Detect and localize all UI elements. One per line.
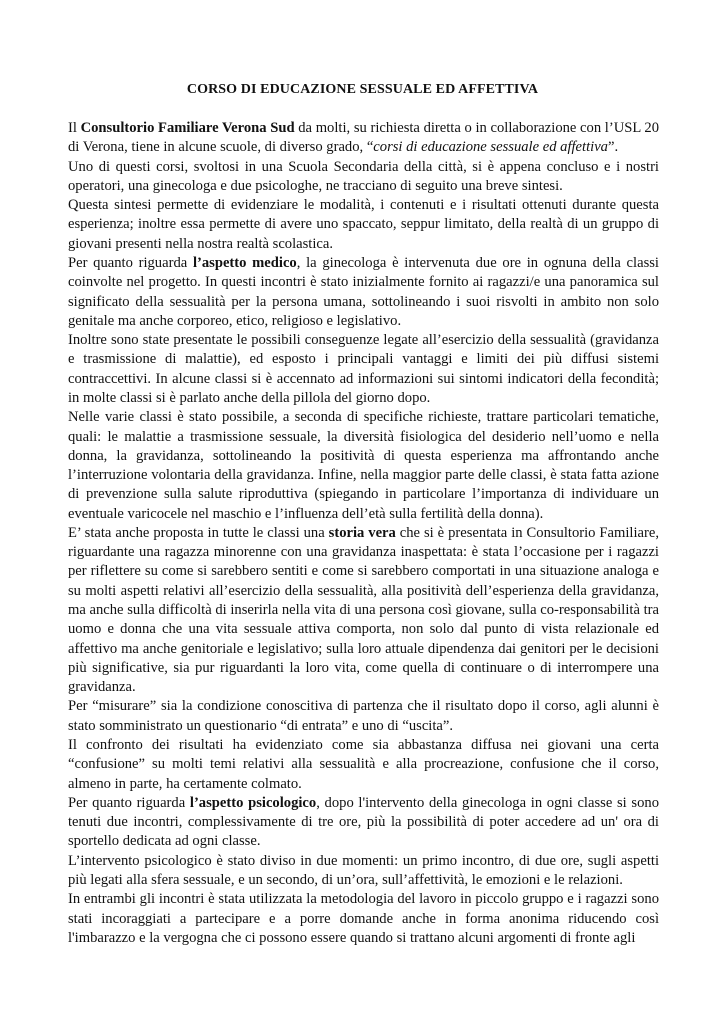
text-run: Per quanto riguarda bbox=[68, 254, 193, 271]
paragraph-consequences: Inoltre sono state presentate le possibili conseguenze legate all’esercizio della sessualità (gravidanza e trasmissione di malattie), ed esposto i principali vantaggi e limiti dei più diffusi sistemi contraccettivi. In alcune classi si è accennato ad informazioni sui sintomi indicatori della fecondità; in molte classi si è parlato anche della pillola del giorno dopo. bbox=[68, 332, 659, 406]
text-run: che si è presentata in Consultorio Familiare, riguardante una ragazza minorenne con una gravidanza inaspettata: è stata l’occasione per i ragazzi per riflettere su come si sarebbero sentiti e come si sarebbero comportati in una situazione analoga e su molti aspetti relativi all’esercizio della sessualità, alla positività dell’esperienza della gravidanza, ma anche sulla difficoltà di inserirla nella vita di una persona così giovane, sulla co-responsabilità tra uomo e donna che una vita sessuale attiva comporta, non solo dal punto di vista relazionale ed affettivo ma anche genitoriale e legislativo; sulla loro attuale dipendenza dai genitori per le decisioni più significative, sia pur riguardanti la loro vita, come quella di continuare o di interrompere una gravidanza. bbox=[68, 524, 659, 696]
paragraph-psychological bbox=[68, 794, 659, 852]
document-body bbox=[68, 119, 659, 948]
paragraph-true-story bbox=[68, 524, 659, 698]
text-run: , dopo l'intervento della ginecologa in ogni classe si sono tenuti due incontri, complessivamente di tre ore, più la possibilità di poter accedere ad un' ora di sportello dedicata ad ogni classe. bbox=[68, 794, 659, 850]
text-run: da molti, su richiesta diretta o in collaborazione con l’USL 20 di Verona, tiene in alcune scuole, di diverso grado, “ bbox=[68, 120, 659, 156]
paragraph-results: Il confronto dei risultati ha evidenziato come sia abbastanza diffusa nei giovani una certa “confusione” su molti temi relativi alla sessualità e alla procreazione, confusione che il corso, almeno in parte, ha certamente colmato. bbox=[68, 737, 659, 792]
paragraph-topics: Nelle varie classi è stato possibile, a seconda di specifiche richieste, trattare particolari tematiche, quali: le malattie a trasmissione sessuale, la diversità fisiologica del desiderio nell’uomo e nella donna, la gravidanza, sottolineando la positività di questa esperienza ma affrontando anche l’interruzione volontaria della gravidanza. Infine, nella maggior parte delle classi, è stata fatta azione di prevenzione sulla salute riproduttiva (spiegando in particolare l’importanza di individuare un eventuale varicocele nel maschio e l’influenza dell’età sulla fertilità della donna). bbox=[68, 409, 659, 522]
paragraph-intervention: L’intervento psicologico è stato diviso in due momenti: un primo incontro, di due ore, sugli aspetti più legati alla sfera sessuale, e un secondo, di un’ora, sull’affettività, le emozioni e le relazioni. bbox=[68, 852, 659, 888]
document-title: CORSO DI EDUCAZIONE SESSUALE ED AFFETTIVA bbox=[186, 82, 539, 97]
text-run: ”. bbox=[607, 139, 619, 156]
text-run: Per quanto riguarda bbox=[68, 794, 190, 811]
paragraph-course: Uno di questi corsi, svoltosi in una Scuola Secondaria della città, si è appena concluso e i nostri operatori, una ginecologa e due psicologhe, ne tracciano di seguito una breve sintesi. bbox=[68, 158, 659, 194]
consultorio-name: Consultorio Familiare Verona Sud bbox=[80, 120, 295, 136]
text-run: , la ginecologa è intervenuta due ore in ognuna della classi coinvolte nel progetto. In questi incontri è stato inizialmente fornito ai ragazzi/e una panoramica sul significato della sessualità per la persona umana, sottolineando i suoi risvolti in ambito non solo genitale ma anche corporeo, etico, religioso e legislativo. bbox=[68, 254, 659, 329]
text-run: E’ stata anche proposta in tutte le classi una bbox=[68, 524, 329, 541]
course-name-italic: corsi di educazione sessuale ed affettiva bbox=[373, 139, 608, 156]
paragraph-medical bbox=[68, 254, 659, 331]
text-run: Il bbox=[68, 120, 81, 136]
paragraph-summary: Questa sintesi permette di evidenziare le modalità, i contenuti e i risultati ottenuti durante questa esperienza; inoltre essa permette di avere uno spaccato, seppur limitato, della realtà di un gruppo di giovani presenti nella nostra realtà scolastica. bbox=[68, 197, 659, 252]
paragraph-methodology: In entrambi gli incontri è stata utilizzata la metodologia del lavoro in piccolo gruppo e i ragazzi sono stati incoraggiati a partecipare e a porre domande anche in forma anonima riducendo così l'imbarazzo e la vergogna che ci possono essere quando si trattano alcuni argomenti di fronte agli bbox=[68, 891, 659, 946]
psychological-aspect-bold: l’aspetto psicologico bbox=[189, 794, 317, 811]
paragraph-questionnaire: Per “misurare” sia la condizione conoscitiva di partenza che il risultato dopo il corso, agli alunni è stato somministrato un questionario “di entrata” e uno di “uscita”. bbox=[68, 698, 659, 734]
paragraph-intro bbox=[68, 119, 659, 158]
medical-aspect-bold: l’aspetto medico bbox=[192, 254, 297, 271]
true-story-bold: storia vera bbox=[328, 524, 396, 541]
